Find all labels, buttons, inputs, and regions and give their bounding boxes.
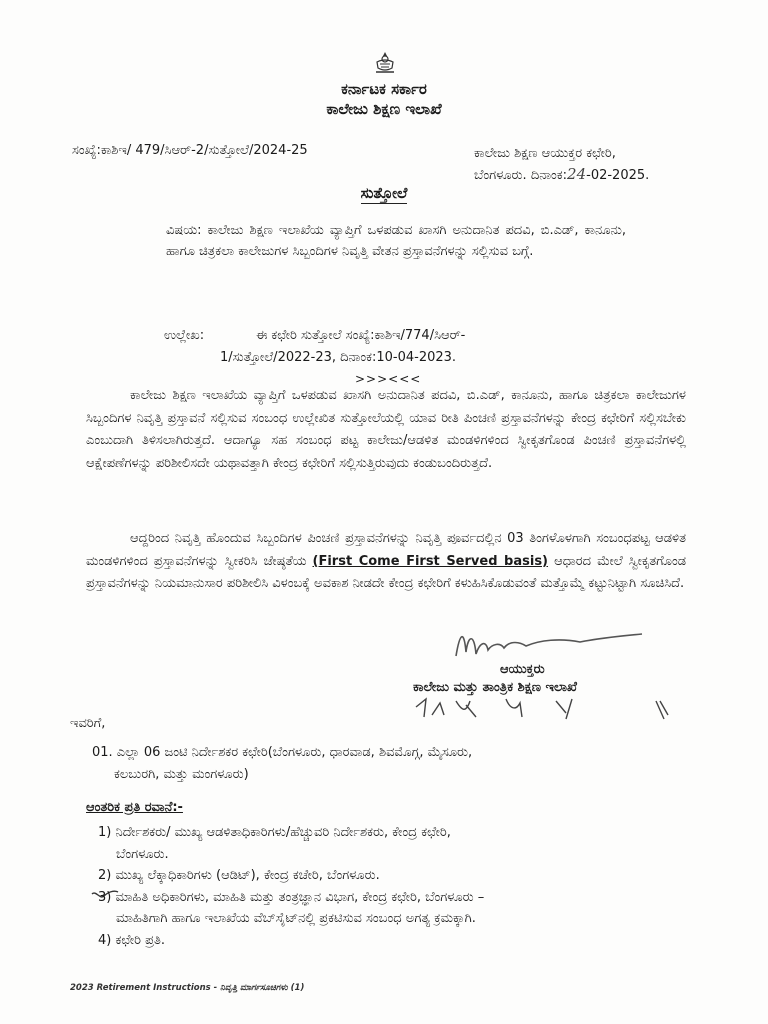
reference-number: ಸಂಖ್ಯೆ:ಕಾಶಿಇ/ 479/ಸಿಆರ್-2/ಸುತ್ತೋಲೆ/2024-25: [72, 143, 308, 158]
initials-icon: [406, 695, 686, 725]
body-paragraph-2: ಆದ್ದರಿಂದ ನಿವೃತ್ತಿ ಹೊಂದುವ ಸಿಬ್ಬಂದಿಗಳ ಪಿಂಚಣಿ ಪ್ರಸ್ತಾವನೆಗಳನ್ನು ನಿವೃತ್ತಿ ಪೂರ್ವದಲ್ಲಿನ 03 ತಿಂಗಳೊಳಗಾಗಿ ಸಂಬಂಧಪಟ್ಟ ಆಡಳಿತ ಮಂಡಳಿಗಳಿಂದ ಪ್ರಸ್ತಾವನೆಗಳನ್ನು ಸ್ವೀಕರಿಸಿ ಜೇಷ್ಠತೆಯ (First Come First Served basis) ಆಧಾರದ ಮೇಲೆ ಸ್ವೀಕೃತಗೊಂಡ ಪ್ರಸ್ತಾವನೆಗಳನ್ನು ನಿಯಮಾನುಸಾರ ಪರಿಶೀಲಿಸಿ ವಿಳಂಬಕ್ಕೆ ಅವಕಾಶ ನೀಡದೇ ಕೇಂದ್ರ ಕಛೇರಿಗೆ ಕಳುಹಿಸಿಕೊಡುವಂತೆ ಮತ್ತೊಮ್ಮೆ ಕಟ್ಟುನಿಟ್ಟಾಗಿ ಸೂಚಿಸಿದೆ.: [86, 531, 686, 591]
department-title: ಕಾಲೇಜು ಶಿಕ್ಷಣ ಇಲಾಖೆ: [326, 100, 442, 118]
place-date: ಬೆಂಗಳೂರು. ದಿನಾಂಕ:24-02-2025.: [474, 165, 650, 183]
copy-list: [98, 822, 698, 951]
copy-item: 2) ಮುಖ್ಯ ಲೆಕ್ಕಾಧಿಕಾರಿಗಳು (ಆಡಿಟ್), ಕೇಂದ್ರ ಕಚೇರಿ, ಬೆಂಗಳೂರು.: [98, 868, 380, 883]
reference-continuation: 1/ಸುತ್ತೋಲೆ/2022-23, ದಿನಾಂಕ:10-04-2023.: [220, 350, 457, 365]
copy-item: 4) ಕಛೇರಿ ಪ್ರತಿ.: [98, 932, 166, 948]
recipient-item: 01. ಎಲ್ಲಾ 06 ಜಂಟಿ ನಿರ್ದೇಶಕರ ಕಛೇರಿ(ಬೆಂಗಳೂರು, ಧಾರವಾಡ, ಶಿವಮೊಗ್ಗ, ಮೈಸೂರು, ಕಲಬುರಗಿ, ಮತ್ತು ಮಂಗಳೂರು): [92, 745, 473, 782]
office-address: [474, 143, 649, 186]
copy-item: 3) ಮಾಹಿತಿ ಅಧಿಕಾರಿಗಳು, ಮಾಹಿತಿ ಮತ್ತು ತಂತ್ರಜ್ಞಾನ ವಿಭಾಗ, ಕೇಂದ್ರ ಕಛೇರಿ, ಬೆಂಗಳೂರು – ಮಾಹಿತಿಗಾಗಿ ಹಾಗೂ ಇಲಾಖೆಯ ವೆಬ್‌ಸೈಟ್‌ನಲ್ಲಿ ಪ್ರಕಟಿಸುವ ಸಂಬಂಧ ಅಗತ್ಯ ಕ್ರಮಕ್ಕಾಗಿ.: [98, 889, 485, 926]
handwritten-day: 24: [567, 165, 587, 183]
state-emblem-icon: [372, 50, 398, 76]
signature-icon: [450, 622, 650, 672]
reference-text: ಈ ಕಛೇರಿ ಸುತ್ತೋಲೆ ಸಂಖ್ಯೆ:ಕಾಶಿಇ/774/ಸಿಆರ್-: [256, 328, 466, 343]
copy-forwarded-label: ಆಂತರಿಕ ಪ್ರತಿ ರವಾನೆ:-: [86, 800, 183, 815]
fcfs-emphasis: (First Come First Served basis): [312, 553, 549, 569]
reference-label: ಉಲ್ಲೇಖ:: [164, 328, 205, 343]
office-name: ಕಾಲೇಜು ಶಿಕ್ಷಣ ಆಯುಕ್ತರ ಕಛೇರಿ,: [474, 146, 616, 161]
recipients-label: ಇವರಿಗೆ,: [70, 716, 106, 731]
footer-caption: 2023 Retirement Instructions - ನಿವೃತ್ತಿ ಮಾರ್ಗಸೂಚಿಗಳು (1): [70, 983, 305, 993]
subject-line: ವಿಷಯ: ಕಾಲೇಜು ಶಿಕ್ಷಣ ಇಲಾಖೆಯ ವ್ಯಾಪ್ತಿಗೆ ಒಳಪಡುವ ಖಾಸಗಿ ಅನುದಾನಿತ ಪದವಿ, ಬಿ.ಎಡ್, ಕಾನೂನು, ಹಾಗೂ ಚಿತ್ರಕಲಾ ಕಾಲೇಜುಗಳ ಸಿಬ್ಬಂದಿಗಳ ನಿವೃತ್ತಿ ವೇತನ ಪ್ರಸ್ತಾವನೆಗಳನ್ನು ಸಲ್ಲಿಸುವ ಬಗ್ಗೆ.: [166, 223, 626, 259]
separator: >>><<<: [355, 372, 422, 386]
government-title: ಕರ್ನಾಟಕ ಸರ್ಕಾರ: [341, 80, 427, 98]
reference-line: [164, 325, 614, 369]
copy-item: 1) ನಿರ್ದೇಶಕರು/ ಮುಖ್ಯ ಆಡಳಿತಾಧಿಕಾರಿಗಳು/ಹೆಚ್ಚುವರಿ ನಿರ್ದೇಶಕರು, ಕೇಂದ್ರ ಕಛೇರಿ, ಬೆಂಗಳೂರು.: [98, 825, 451, 862]
order-title: ಸುತ್ತೋಲೆ: [360, 184, 408, 202]
signatory-title: ಆಯುಕ್ತರು: [500, 662, 545, 677]
signatory-department: ಕಾಲೇಜು ಮತ್ತು ತಾಂತ್ರಿಕ ಶಿಕ್ಷಣ ಇಲಾಖೆ: [413, 680, 577, 695]
body-paragraph-1: ಕಾಲೇಜು ಶಿಕ್ಷಣ ಇಲಾಖೆಯ ವ್ಯಾಪ್ತಿಗೆ ಒಳಪಡುವ ಖಾಸಗಿ ಅನುದಾನಿತ ಪದವಿ, ಬಿ.ಎಡ್, ಕಾನೂನು, ಹಾಗೂ ಚಿತ್ರಕಲಾ ಕಾಲೇಜುಗಳ ಸಿಬ್ಬಂದಿಗಳ ನಿವೃತ್ತಿ ಪ್ರಸ್ತಾವನೆ ಸಲ್ಲಿಸುವ ಸಂಬಂಧ ಉಲ್ಲೇಖಿತ ಸುತ್ತೋಲೆಯಲ್ಲಿ ಯಾವ ರೀತಿ ಪಿಂಚಣಿ ಪ್ರಸ್ತಾವನೆಗಳನ್ನು ಕೇಂದ್ರ ಕಛೇರಿಗೆ ಸಲ್ಲಿಸಬೇಕು ಎಂಬುದಾಗಿ ತಿಳಿಸಲಾಗಿರುತ್ತದೆ. ಆದಾಗ್ಯೂ ಸಹ ಸಂಬಂಧ ಪಟ್ಟ ಕಾಲೇಜು/ಆಡಳಿತ ಮಂಡಳಿಗಳಿಂದ ಸ್ವೀಕೃತಗೊಂಡ ಪಿಂಚಣಿ ಪ್ರಸ್ತಾವನೆಗಳಲ್ಲಿ ಆಕ್ಷೇಪಣೆಗಳನ್ನು ಪರಿಶೀಲಿಸದೇ ಯಥಾವತ್ತಾಗಿ ಕೇಂದ್ರ ಕಛೇರಿಗೆ ಸಲ್ಲಿಸುತ್ತಿರುವುದು ಕಂಡುಬಂದಿರುತ್ತದೆ.: [86, 388, 686, 471]
